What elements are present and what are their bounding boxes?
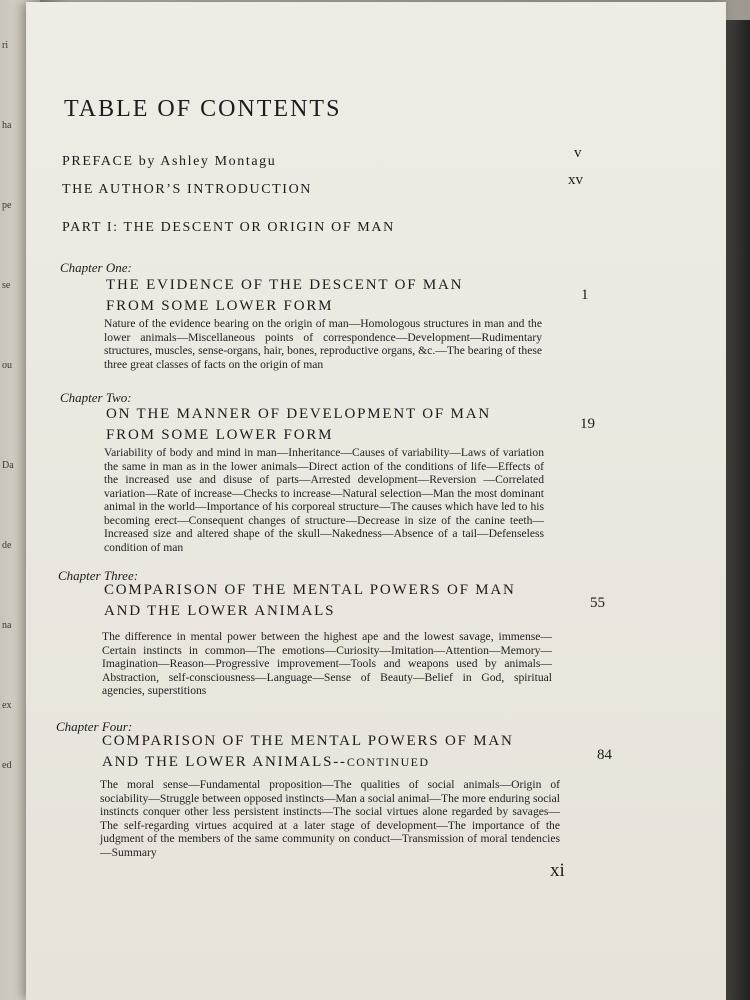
chapter-label: Chapter Three: xyxy=(58,568,139,583)
chapter-title: COMPARISON OF THE MENTAL POWERS OF MAN AND THE LOWER ANIMALS--CONTINUED xyxy=(102,733,514,770)
chapter-title: ON THE MANNER OF DEVELOPMENT OF MAN FROM SOME LOWER FORM xyxy=(106,406,491,443)
preface-entry: PREFACE by Ashley Montagu xyxy=(62,154,277,169)
chapter-page-number: 1 xyxy=(581,287,589,303)
facing-page-edge: ri ha pe se ou Da de na ex ed xyxy=(0,0,40,1000)
chapter-summary: Variability of body and mind in man—Inheritance—Causes of variability—Laws of variation the same in man as in the lower animals—Direct action of the conditions of life—Effects of the increased use and disuse of parts—Arrested development—Reversion —Correlated variation—Rate of increase—Checks to increase—Natural selection—Man the most dominant animal in the world—Importance of his corporeal structure—The causes which have led to his becoming erect—Consequent changes of structure—Decrease in size of the canine teeth—Increased size and altered shape of the skull—Nakedness—Absence of a tail—Defenseless condition of man xyxy=(104,446,544,554)
chapter-summary: The difference in mental power between the highest ape and the lowest savage, immense—Certain instincts in common—The emotions—Curiosity—Imitation—Attention—Memory—Imagination—Reason—Progressive improvement—Tools and weapons used by animals—Abstraction, self-consciousness—Language—Sense of Beauty—Belief in God, spiritual agencies, superstitions xyxy=(102,630,552,697)
chapter-label: Chapter Two: xyxy=(60,390,132,405)
chapter-page-number: 55 xyxy=(590,595,605,611)
part-heading: PART I: THE DESCENT OR ORIGIN OF MAN xyxy=(62,220,395,235)
chapter-summary: The moral sense—Fundamental proposition—The qualities of social animals—Origin of sociability—Struggle between opposed instincts—Man a social animal—The more enduring social instincts conquer other less persistent instincts—The social virtues alone regarded by savages—The self-regarding virtues acquired at a later stage of development—The importance of the judgment of the members of the same community on conduct—Transmission of moral tendencies—Summary xyxy=(100,778,560,859)
chapter-label: Chapter Four: xyxy=(56,719,133,734)
preface-page-number: v xyxy=(574,145,582,161)
chapter-page-number: 19 xyxy=(580,416,595,432)
chapter-summary: Nature of the evidence bearing on the origin of man—Homologous structures in man and the lower animals—Miscellaneous points of correspondence—Development—Rudimentary structures, muscles, sense-organs, hair, bones, reproductive organs, &c.—The bearing of these three great classes of facts on the origin of man xyxy=(104,317,542,371)
introduction-page-number: xv xyxy=(568,172,583,188)
chapter-title: COMPARISON OF THE MENTAL POWERS OF MAN AND THE LOWER ANIMALS xyxy=(104,582,516,619)
chapter-page-number: 84 xyxy=(597,747,612,763)
page-title: TABLE OF CONTENTS xyxy=(64,96,342,122)
chapter-label: Chapter One: xyxy=(60,260,132,275)
chapter-title: THE EVIDENCE OF THE DESCENT OF MAN FROM SOME LOWER FORM xyxy=(106,277,464,314)
page-folio: xi xyxy=(550,860,565,881)
introduction-entry: THE AUTHOR’S INTRODUCTION xyxy=(62,182,312,197)
book-page xyxy=(26,2,726,1000)
